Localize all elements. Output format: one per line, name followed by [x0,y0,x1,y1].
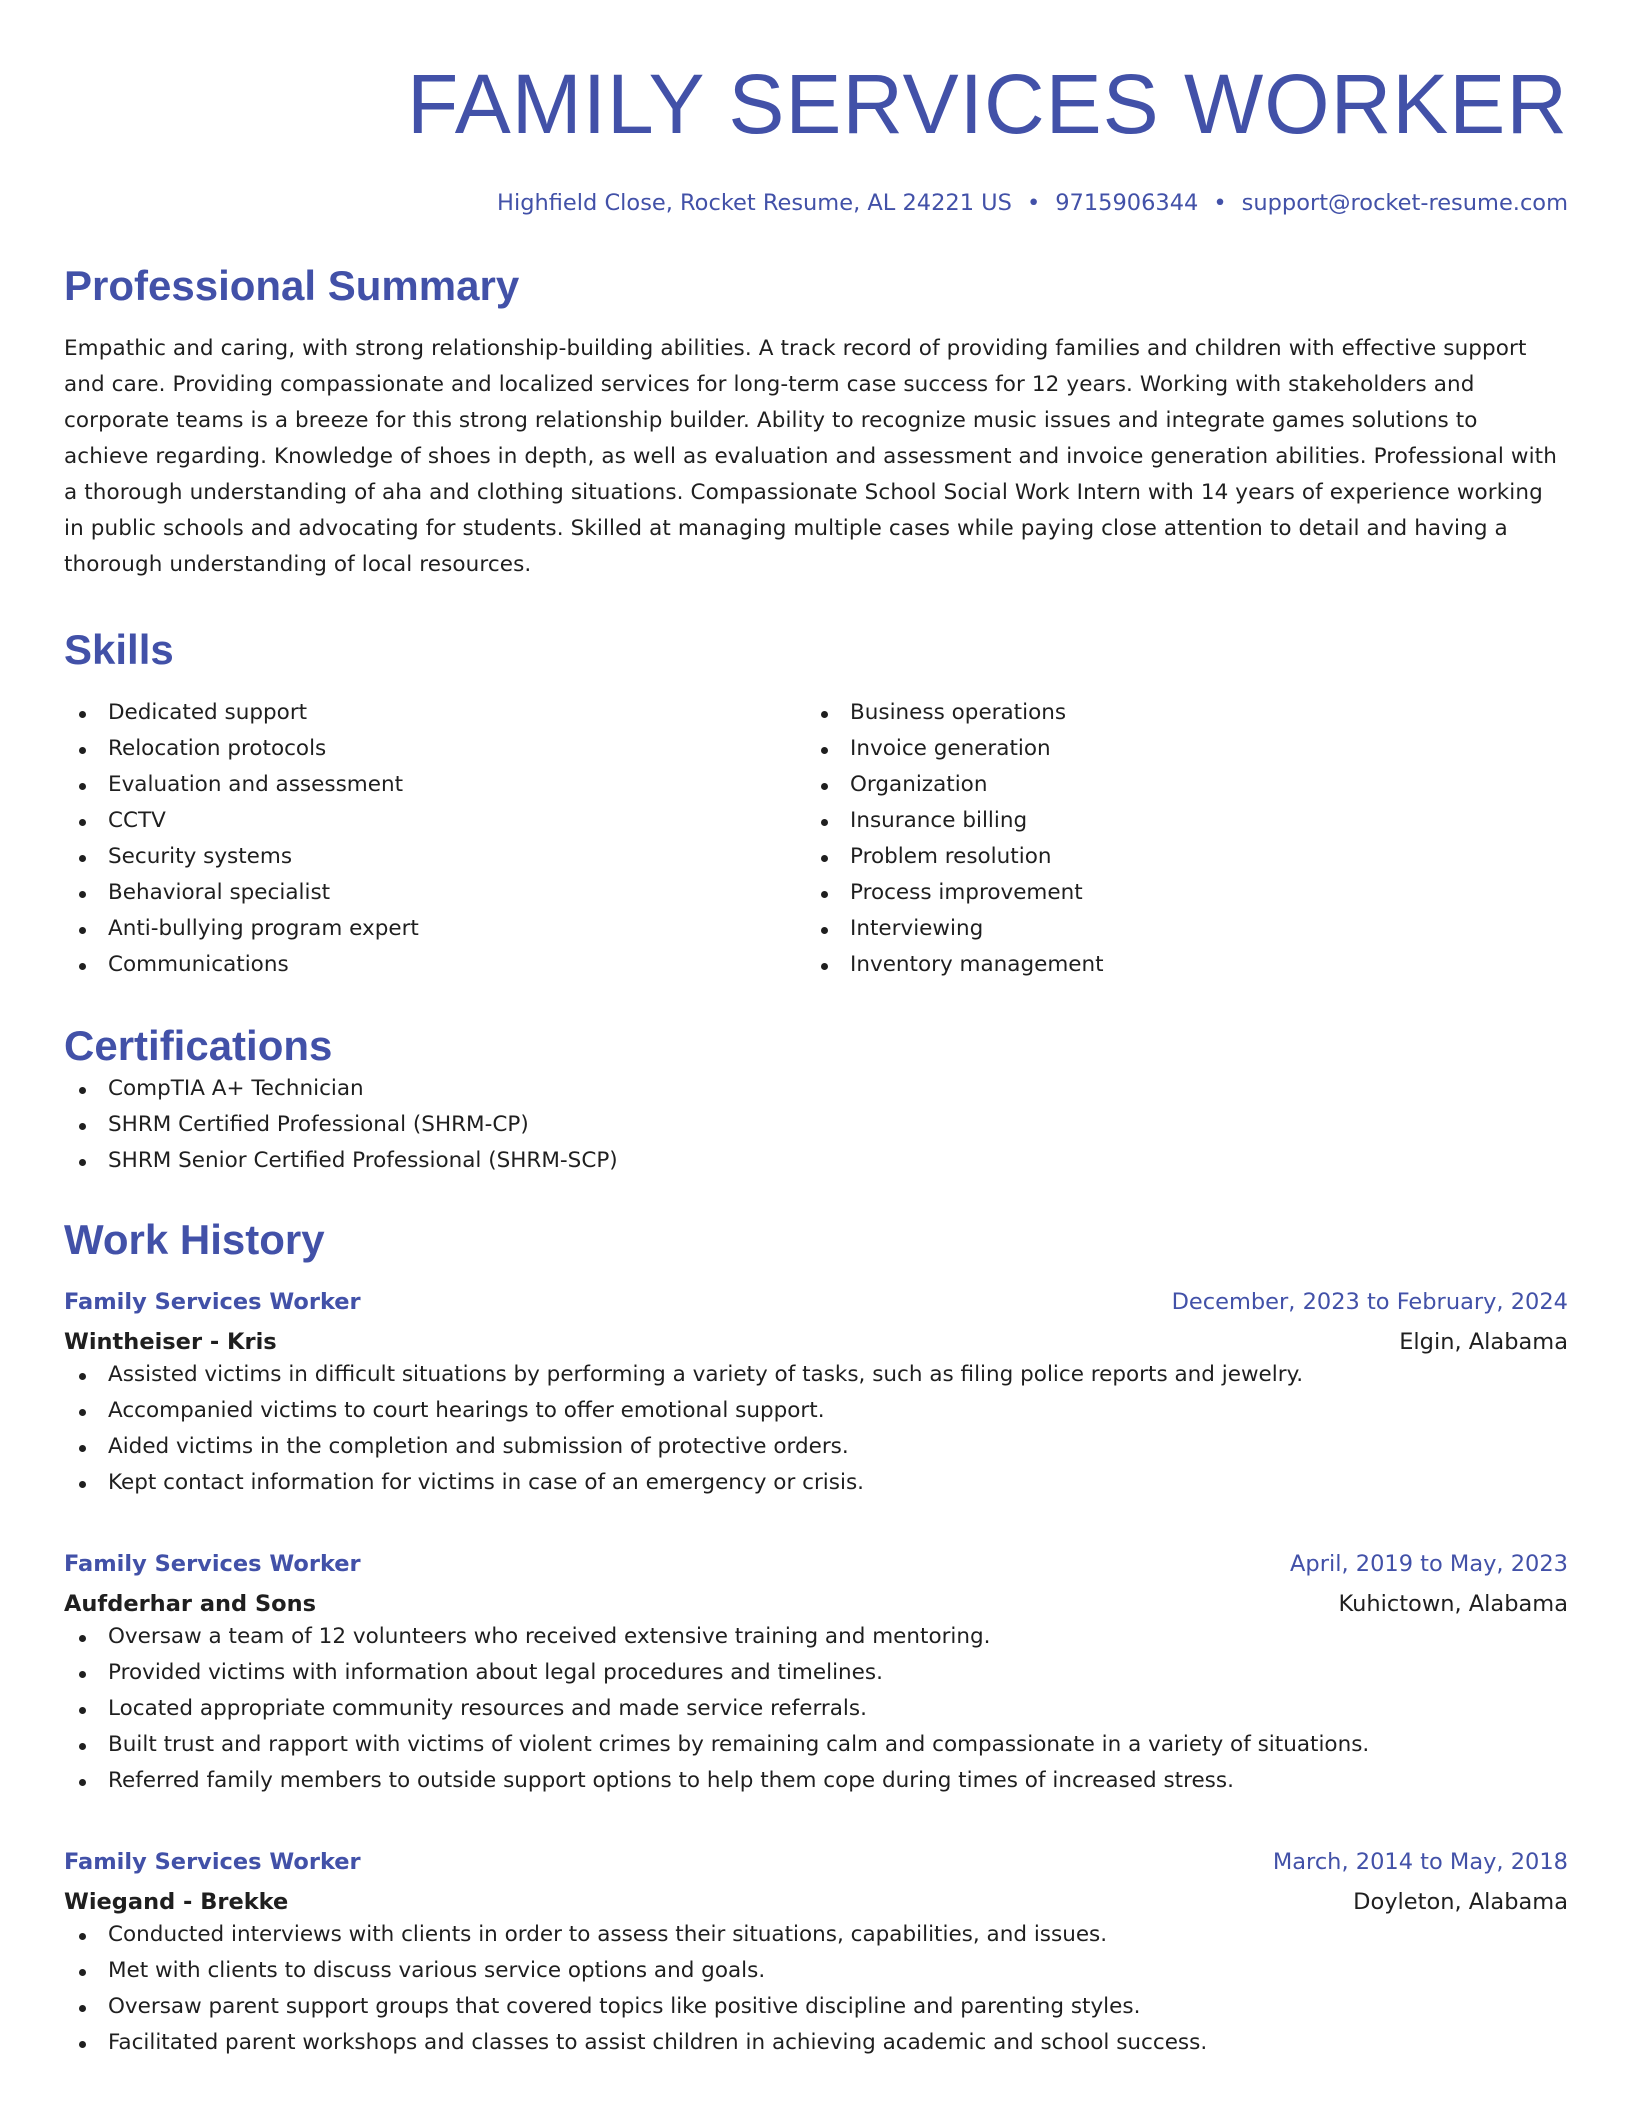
resume-page [64,0,1568,2061]
job-bullet: Met with clients to discuss various service options and goals. [64,1953,1568,1989]
skill-item: Invoice generation [806,731,1548,767]
job-subheader [64,1589,1568,1619]
certification-item: CompTIA A+ Technician [64,1071,1568,1107]
skill-item: Interviewing [806,911,1548,947]
job-bullet: Facilitated parent workshops and classes to assist children in achieving academic and school success. [64,2025,1568,2061]
job-company: Wiegand - Brekke [64,1889,289,1915]
skill-item: Anti-bullying program expert [64,911,806,947]
job-title: Family Services Worker [64,1551,361,1577]
skills-list-left [64,695,806,983]
job-company: Aufderhar and Sons [64,1591,317,1617]
skill-item: Behavioral specialist [64,875,806,911]
contact-separator: • [1026,190,1041,216]
section-title-work-history: Work History [64,1216,325,1263]
job-bullet: Kept contact information for victims in case of an emergency or crisis. [64,1465,1568,1501]
job-bullet: Conducted interviews with clients in order to assess their situations, capabilities, and issues. [64,1917,1568,1953]
job-bullet: Provided victims with information about legal procedures and timelines. [64,1655,1568,1691]
skill-item: Organization [806,767,1548,803]
skill-item: Communications [64,947,806,983]
job-bullet: Referred family members to outside support options to help them cope during times of increased stress. [64,1763,1568,1799]
job-bullets [64,1619,1568,1799]
contact-separator: • [1213,190,1227,216]
skill-item: Insurance billing [806,803,1548,839]
contact-email: support@rocket-resume.com [1241,190,1568,216]
job-entry [64,1549,1568,1799]
job-bullet: Assisted victims in difficult situations by performing a variety of tasks, such as filing police reports and jewelry. [64,1357,1568,1393]
job-dates: December, 2023 to February, 2024 [1171,1289,1568,1315]
job-bullets [64,1917,1568,2061]
job-bullet: Built trust and rapport with victims of violent crimes by remaining calm and compassionate in a variety of situations. [64,1727,1568,1763]
skill-item: Security systems [64,839,806,875]
certifications-list [64,1071,1568,1179]
job-subheader [64,1887,1568,1917]
skill-item: Evaluation and assessment [64,767,806,803]
skill-item: Inventory management [806,947,1548,983]
job-header [64,1549,1568,1579]
contact-line [64,188,1568,218]
job-bullet: Aided victims in the completion and submission of protective orders. [64,1429,1568,1465]
job-header [64,1847,1568,1877]
contact-address: Highfield Close, Rocket Resume, AL 24221 US [497,190,1012,216]
job-bullets [64,1357,1568,1501]
certification-item: SHRM Senior Certified Professional (SHRM-SCP) [64,1143,1568,1179]
job-bullet: Located appropriate community resources and made service referrals. [64,1691,1568,1727]
section-title-summary: Professional Summary [64,262,520,309]
job-entry [64,1287,1568,1501]
job-bullet: Oversaw a team of 12 volunteers who received extensive training and mentoring. [64,1619,1568,1655]
section-title-certifications: Certifications [64,1022,333,1069]
skill-item: Business operations [806,695,1548,731]
certification-item: SHRM Certified Professional (SHRM-CP) [64,1107,1568,1143]
job-company: Wintheiser - Kris [64,1329,277,1355]
job-title: Family Services Worker [64,1289,361,1315]
skill-item: Problem resolution [806,839,1548,875]
job-dates: April, 2019 to May, 2023 [1290,1551,1568,1577]
skills-columns [64,695,1568,983]
job-title: Family Services Worker [64,1849,361,1875]
job-bullet: Oversaw parent support groups that covered topics like positive discipline and parenting styles. [64,1989,1568,2025]
resume-name: FAMILY SERVICES WORKER [407,57,1568,151]
skills-list-right [806,695,1548,983]
skill-item: Relocation protocols [64,731,806,767]
summary-text: Empathic and caring, with strong relationship-building abilities. A track record of providing families and children with effective support and care. Providing compassionate and localized services for long-term case success for 12 years. Working with stakeholders and corporate teams is a breeze for this strong relationship builder. Ability to recognize music issues and integrate games solutions to achieve regarding. Knowledge of shoes in depth, as well as evaluation and assessment and invoice generation abilities. Professional with a thorough understanding of aha and clothing situations. Compassionate School Social Work Intern with 14 years of experience working in public schools and advocating for students. Skilled at managing multiple cases while paying close attention to detail and having a thorough understanding of local resources. [64,336,1557,577]
job-bullet: Accompanied victims to court hearings to offer emotional support. [64,1393,1568,1429]
job-location: Elgin, Alabama [1399,1329,1568,1355]
job-dates: March, 2014 to May, 2018 [1272,1849,1568,1875]
job-header [64,1287,1568,1317]
job-subheader [64,1327,1568,1357]
job-location: Doyleton, Alabama [1353,1889,1568,1915]
contact-phone: 9715906344 [1055,190,1199,216]
job-entry [64,1847,1568,2061]
job-location: Kuhictown, Alabama [1338,1591,1568,1617]
skill-item: Process improvement [806,875,1548,911]
section-title-skills: Skills [64,626,174,673]
skill-item: Dedicated support [64,695,806,731]
skill-item: CCTV [64,803,806,839]
